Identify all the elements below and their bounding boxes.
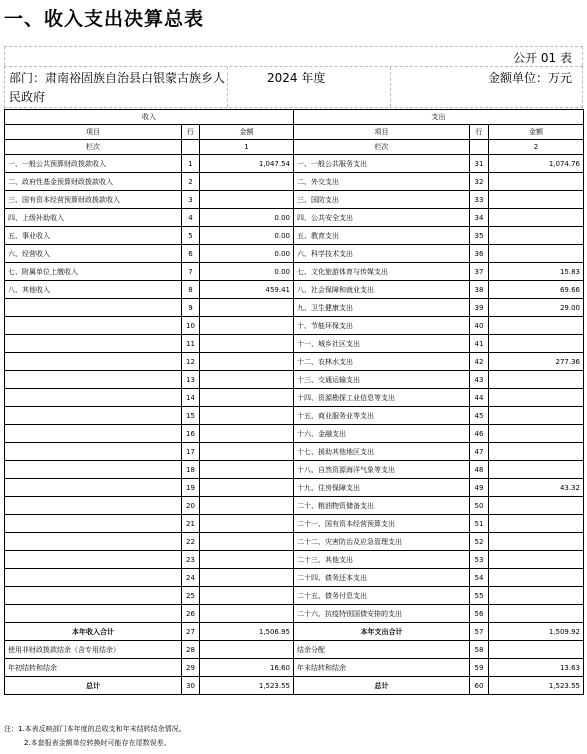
table-row <box>5 281 584 299</box>
income-line-header: 行 <box>182 125 200 140</box>
expense-amount <box>489 371 584 389</box>
expense-item-name: 十一、城乡社区支出 <box>294 335 470 353</box>
expense-line-number: 51 <box>470 515 489 533</box>
table-row <box>5 497 584 515</box>
table-row <box>5 407 584 425</box>
table-row <box>5 191 584 209</box>
expense-line-number: 59 <box>470 659 489 677</box>
expense-item-name: 六、科学技术支出 <box>294 245 470 263</box>
income-item-name: 七、附属单位上缴收入 <box>5 263 182 281</box>
income-line-number: 30 <box>182 677 200 695</box>
income-item-name <box>5 479 182 497</box>
expense-line-header: 行 <box>470 125 489 140</box>
expense-line-number: 54 <box>470 569 489 587</box>
expense-line-number: 34 <box>470 209 489 227</box>
expense-item-name: 二十三、其他支出 <box>294 551 470 569</box>
income-amount: 0.00 <box>200 227 294 245</box>
income-amount <box>200 425 294 443</box>
expense-amount <box>489 569 584 587</box>
income-amount <box>200 587 294 605</box>
income-item-name <box>5 353 182 371</box>
income-line-number: 16 <box>182 425 200 443</box>
income-item-name <box>5 443 182 461</box>
income-amount: 0.00 <box>200 245 294 263</box>
expense-amount <box>489 641 584 659</box>
expense-line-number: 35 <box>470 227 489 245</box>
expense-item-name: 二十四、债务还本支出 <box>294 569 470 587</box>
expense-line-number: 41 <box>470 335 489 353</box>
expense-line-number: 39 <box>470 299 489 317</box>
table-row <box>5 227 584 245</box>
expense-amount <box>489 389 584 407</box>
income-line-number: 1 <box>182 155 200 173</box>
income-line-number: 13 <box>182 371 200 389</box>
expense-amount <box>489 173 584 191</box>
income-item-header: 项目 <box>5 125 182 140</box>
expense-amount <box>489 497 584 515</box>
expense-amount <box>489 317 584 335</box>
income-header: 收入 <box>5 110 294 125</box>
income-amount <box>200 551 294 569</box>
expense-item-name: 十四、资源勘探工业信息等支出 <box>294 389 470 407</box>
expense-amount: 1,074.76 <box>489 155 584 173</box>
table-row <box>5 173 584 191</box>
income-amount <box>200 515 294 533</box>
income-line-number: 18 <box>182 461 200 479</box>
income-amount: 16.60 <box>200 659 294 677</box>
income-line-number: 3 <box>182 191 200 209</box>
income-amount: 459.41 <box>200 281 294 299</box>
expense-line-number: 32 <box>470 173 489 191</box>
table-row <box>5 551 584 569</box>
form-number-bar <box>4 46 583 66</box>
table-row <box>5 677 584 695</box>
expense-amount: 29.00 <box>489 299 584 317</box>
income-line-number: 27 <box>182 623 200 641</box>
expense-line-number: 37 <box>470 263 489 281</box>
expense-item-name: 七、文化旅游体育与传媒支出 <box>294 263 470 281</box>
expense-item-name: 二、外交支出 <box>294 173 470 191</box>
income-line-number: 8 <box>182 281 200 299</box>
expense-item-name: 本年支出合计 <box>294 623 470 641</box>
expense-line-number: 36 <box>470 245 489 263</box>
footnote: 2.本套报表金额单位转换时可能存在尾数误差。 <box>24 739 171 747</box>
expense-line-number: 46 <box>470 425 489 443</box>
income-item-name: 使用非财政拨款结余（含专用结余） <box>5 641 182 659</box>
expense-amount: 13.63 <box>489 659 584 677</box>
table-row <box>5 335 584 353</box>
expense-amount <box>489 425 584 443</box>
expense-amount <box>489 461 584 479</box>
income-item-name <box>5 533 182 551</box>
income-line-number: 11 <box>182 335 200 353</box>
income-item-name <box>5 515 182 533</box>
income-line-number: 7 <box>182 263 200 281</box>
expense-amount <box>489 245 584 263</box>
expense-item-name: 总计 <box>294 677 470 695</box>
expense-item-name: 二十二、灾害防治及应急管理支出 <box>294 533 470 551</box>
table-row <box>5 605 584 623</box>
expense-line-number: 48 <box>470 461 489 479</box>
report-year: 2024 年度 <box>267 71 326 85</box>
expense-column-number: 2 <box>489 140 584 155</box>
expense-line-number: 44 <box>470 389 489 407</box>
expense-line-number: 52 <box>470 533 489 551</box>
income-amount-header: 金额 <box>200 125 294 140</box>
income-line-number: 9 <box>182 299 200 317</box>
expense-item-name: 十、节能环保支出 <box>294 317 470 335</box>
expense-line-number: 38 <box>470 281 489 299</box>
income-line-number: 22 <box>182 533 200 551</box>
expense-item-name: 年末结转和结余 <box>294 659 470 677</box>
income-amount <box>200 371 294 389</box>
expense-item-name: 十九、住房保障支出 <box>294 479 470 497</box>
income-line-number: 26 <box>182 605 200 623</box>
income-line-number: 2 <box>182 173 200 191</box>
income-amount <box>200 479 294 497</box>
income-item-name <box>5 299 182 317</box>
page-title: 一、收入支出决算总表 <box>4 8 205 30</box>
expense-item-name: 十三、交通运输支出 <box>294 371 470 389</box>
income-amount <box>200 497 294 515</box>
table-row <box>5 479 584 497</box>
income-item-name <box>5 569 182 587</box>
expense-line-number: 58 <box>470 641 489 659</box>
income-amount <box>200 443 294 461</box>
footnotes <box>4 722 186 750</box>
income-amount <box>200 191 294 209</box>
expense-amount <box>489 209 584 227</box>
expense-amount <box>489 533 584 551</box>
info-divider <box>227 67 228 107</box>
income-line-number: 21 <box>182 515 200 533</box>
info-divider <box>390 67 391 107</box>
expense-item-name: 三、国防支出 <box>294 191 470 209</box>
income-line-number: 17 <box>182 443 200 461</box>
table-row <box>5 155 584 173</box>
expense-line-number: 55 <box>470 587 489 605</box>
table-row <box>5 389 584 407</box>
income-amount <box>200 335 294 353</box>
expense-line-number: 57 <box>470 623 489 641</box>
income-item-name <box>5 371 182 389</box>
expense-item-header: 项目 <box>294 125 470 140</box>
income-item-name: 一、一般公共预算财政拨款收入 <box>5 155 182 173</box>
income-amount: 0.00 <box>200 209 294 227</box>
table-row <box>5 461 584 479</box>
expense-amount <box>489 191 584 209</box>
income-item-name: 总计 <box>5 677 182 695</box>
income-amount <box>200 173 294 191</box>
expense-line-number: 56 <box>470 605 489 623</box>
income-amount <box>200 461 294 479</box>
expense-line-number: 42 <box>470 353 489 371</box>
income-line-number: 15 <box>182 407 200 425</box>
income-amount <box>200 641 294 659</box>
expense-item-name: 十八、自然资源海洋气象等支出 <box>294 461 470 479</box>
income-column-number: 1 <box>200 140 294 155</box>
income-item-name <box>5 407 182 425</box>
income-amount: 0.00 <box>200 263 294 281</box>
expense-amount: 1,509.92 <box>489 623 584 641</box>
expense-amount: 1,523.55 <box>489 677 584 695</box>
income-item-name <box>5 335 182 353</box>
table-row <box>5 263 584 281</box>
income-item-name: 本年收入合计 <box>5 623 182 641</box>
income-item-name: 二、政府性基金预算财政拨款收入 <box>5 173 182 191</box>
form-number: 公开 01 表 <box>513 51 572 65</box>
income-item-name: 四、上级补助收入 <box>5 209 182 227</box>
expense-line-number: 60 <box>470 677 489 695</box>
income-line-number: 23 <box>182 551 200 569</box>
income-line-number: 4 <box>182 209 200 227</box>
expense-item-name: 十二、农林水支出 <box>294 353 470 371</box>
expense-amount <box>489 443 584 461</box>
table-row <box>5 515 584 533</box>
income-item-name <box>5 389 182 407</box>
income-line-number: 14 <box>182 389 200 407</box>
table-row <box>5 623 584 641</box>
expense-amount <box>489 605 584 623</box>
income-amount: 1,506.95 <box>200 623 294 641</box>
expense-item-name: 九、卫生健康支出 <box>294 299 470 317</box>
expense-line-number: 31 <box>470 155 489 173</box>
expense-amount <box>489 335 584 353</box>
expense-item-name: 四、公共安全支出 <box>294 209 470 227</box>
expense-line-number: 47 <box>470 443 489 461</box>
income-line-number: 29 <box>182 659 200 677</box>
table-row <box>5 245 584 263</box>
expense-amount: 15.83 <box>489 263 584 281</box>
income-amount <box>200 605 294 623</box>
expense-line-number: 45 <box>470 407 489 425</box>
table-row <box>5 299 584 317</box>
expense-item-name: 八、社会保障和就业支出 <box>294 281 470 299</box>
income-item-name <box>5 605 182 623</box>
table-row <box>5 209 584 227</box>
table-row <box>5 317 584 335</box>
income-line-number: 20 <box>182 497 200 515</box>
income-amount <box>200 299 294 317</box>
expense-item-name: 十五、商业服务业等支出 <box>294 407 470 425</box>
expense-column-label: 栏次 <box>294 140 470 155</box>
income-item-name: 五、事业收入 <box>5 227 182 245</box>
table-row <box>5 425 584 443</box>
income-line-number: 28 <box>182 641 200 659</box>
expense-header: 支出 <box>294 110 584 125</box>
expense-item-name: 五、教育支出 <box>294 227 470 245</box>
income-amount <box>200 389 294 407</box>
table-row <box>5 587 584 605</box>
expense-amount-header: 金额 <box>489 125 584 140</box>
table-row <box>5 443 584 461</box>
income-line-number: 5 <box>182 227 200 245</box>
expense-amount: 69.66 <box>489 281 584 299</box>
expense-line-number: 49 <box>470 479 489 497</box>
income-item-name: 年初结转和结余 <box>5 659 182 677</box>
expense-amount: 277.36 <box>489 353 584 371</box>
expense-item-name: 二十、粮油物资储备支出 <box>294 497 470 515</box>
income-item-name <box>5 497 182 515</box>
expense-amount: 43.32 <box>489 479 584 497</box>
expense-line-number: 53 <box>470 551 489 569</box>
expense-item-name: 二十六、抗疫特别国债安排的支出 <box>294 605 470 623</box>
expense-line-number: 33 <box>470 191 489 209</box>
income-item-name <box>5 425 182 443</box>
expense-item-name: 十七、援助其他地区支出 <box>294 443 470 461</box>
income-amount <box>200 353 294 371</box>
table-row <box>5 641 584 659</box>
income-item-name <box>5 587 182 605</box>
income-amount <box>200 533 294 551</box>
income-line-number: 10 <box>182 317 200 335</box>
income-column-label: 栏次 <box>5 140 182 155</box>
income-item-name <box>5 461 182 479</box>
table-row <box>5 569 584 587</box>
income-item-name <box>5 551 182 569</box>
expense-item-name: 二十一、国有资本经营预算支出 <box>294 515 470 533</box>
expense-column-line <box>470 140 489 155</box>
table-row <box>5 659 584 677</box>
expense-item-name: 一、一般公共服务支出 <box>294 155 470 173</box>
expense-item-name: 十六、金融支出 <box>294 425 470 443</box>
income-line-number: 6 <box>182 245 200 263</box>
income-expense-table <box>4 109 584 695</box>
expense-line-number: 50 <box>470 497 489 515</box>
expense-amount <box>489 587 584 605</box>
expense-amount <box>489 551 584 569</box>
income-line-number: 19 <box>182 479 200 497</box>
income-amount <box>200 407 294 425</box>
report-info-bar <box>4 66 583 108</box>
income-item-name: 八、其他收入 <box>5 281 182 299</box>
expense-line-number: 43 <box>470 371 489 389</box>
expense-amount <box>489 227 584 245</box>
income-column-line <box>182 140 200 155</box>
income-line-number: 24 <box>182 569 200 587</box>
expense-amount <box>489 515 584 533</box>
table-row <box>5 533 584 551</box>
income-item-name <box>5 317 182 335</box>
income-line-number: 12 <box>182 353 200 371</box>
income-item-name: 三、国有资本经营预算财政拨款收入 <box>5 191 182 209</box>
amount-unit: 金额单位：万元 <box>487 71 572 85</box>
expense-amount <box>489 407 584 425</box>
footnote: 注：1.本表反映部门本年度的总收支和年末结转结余情况。 <box>4 725 186 733</box>
income-amount <box>200 317 294 335</box>
income-amount: 1,047.54 <box>200 155 294 173</box>
table-row <box>5 371 584 389</box>
table-row <box>5 353 584 371</box>
expense-item-name: 二十五、债务付息支出 <box>294 587 470 605</box>
income-amount: 1,523.55 <box>200 677 294 695</box>
income-amount <box>200 569 294 587</box>
income-item-name: 六、经营收入 <box>5 245 182 263</box>
income-line-number: 25 <box>182 587 200 605</box>
expense-item-name: 结余分配 <box>294 641 470 659</box>
department-name: 部门：肃南裕固族自治县白银蒙古族乡人民政府 <box>9 71 226 104</box>
expense-line-number: 40 <box>470 317 489 335</box>
